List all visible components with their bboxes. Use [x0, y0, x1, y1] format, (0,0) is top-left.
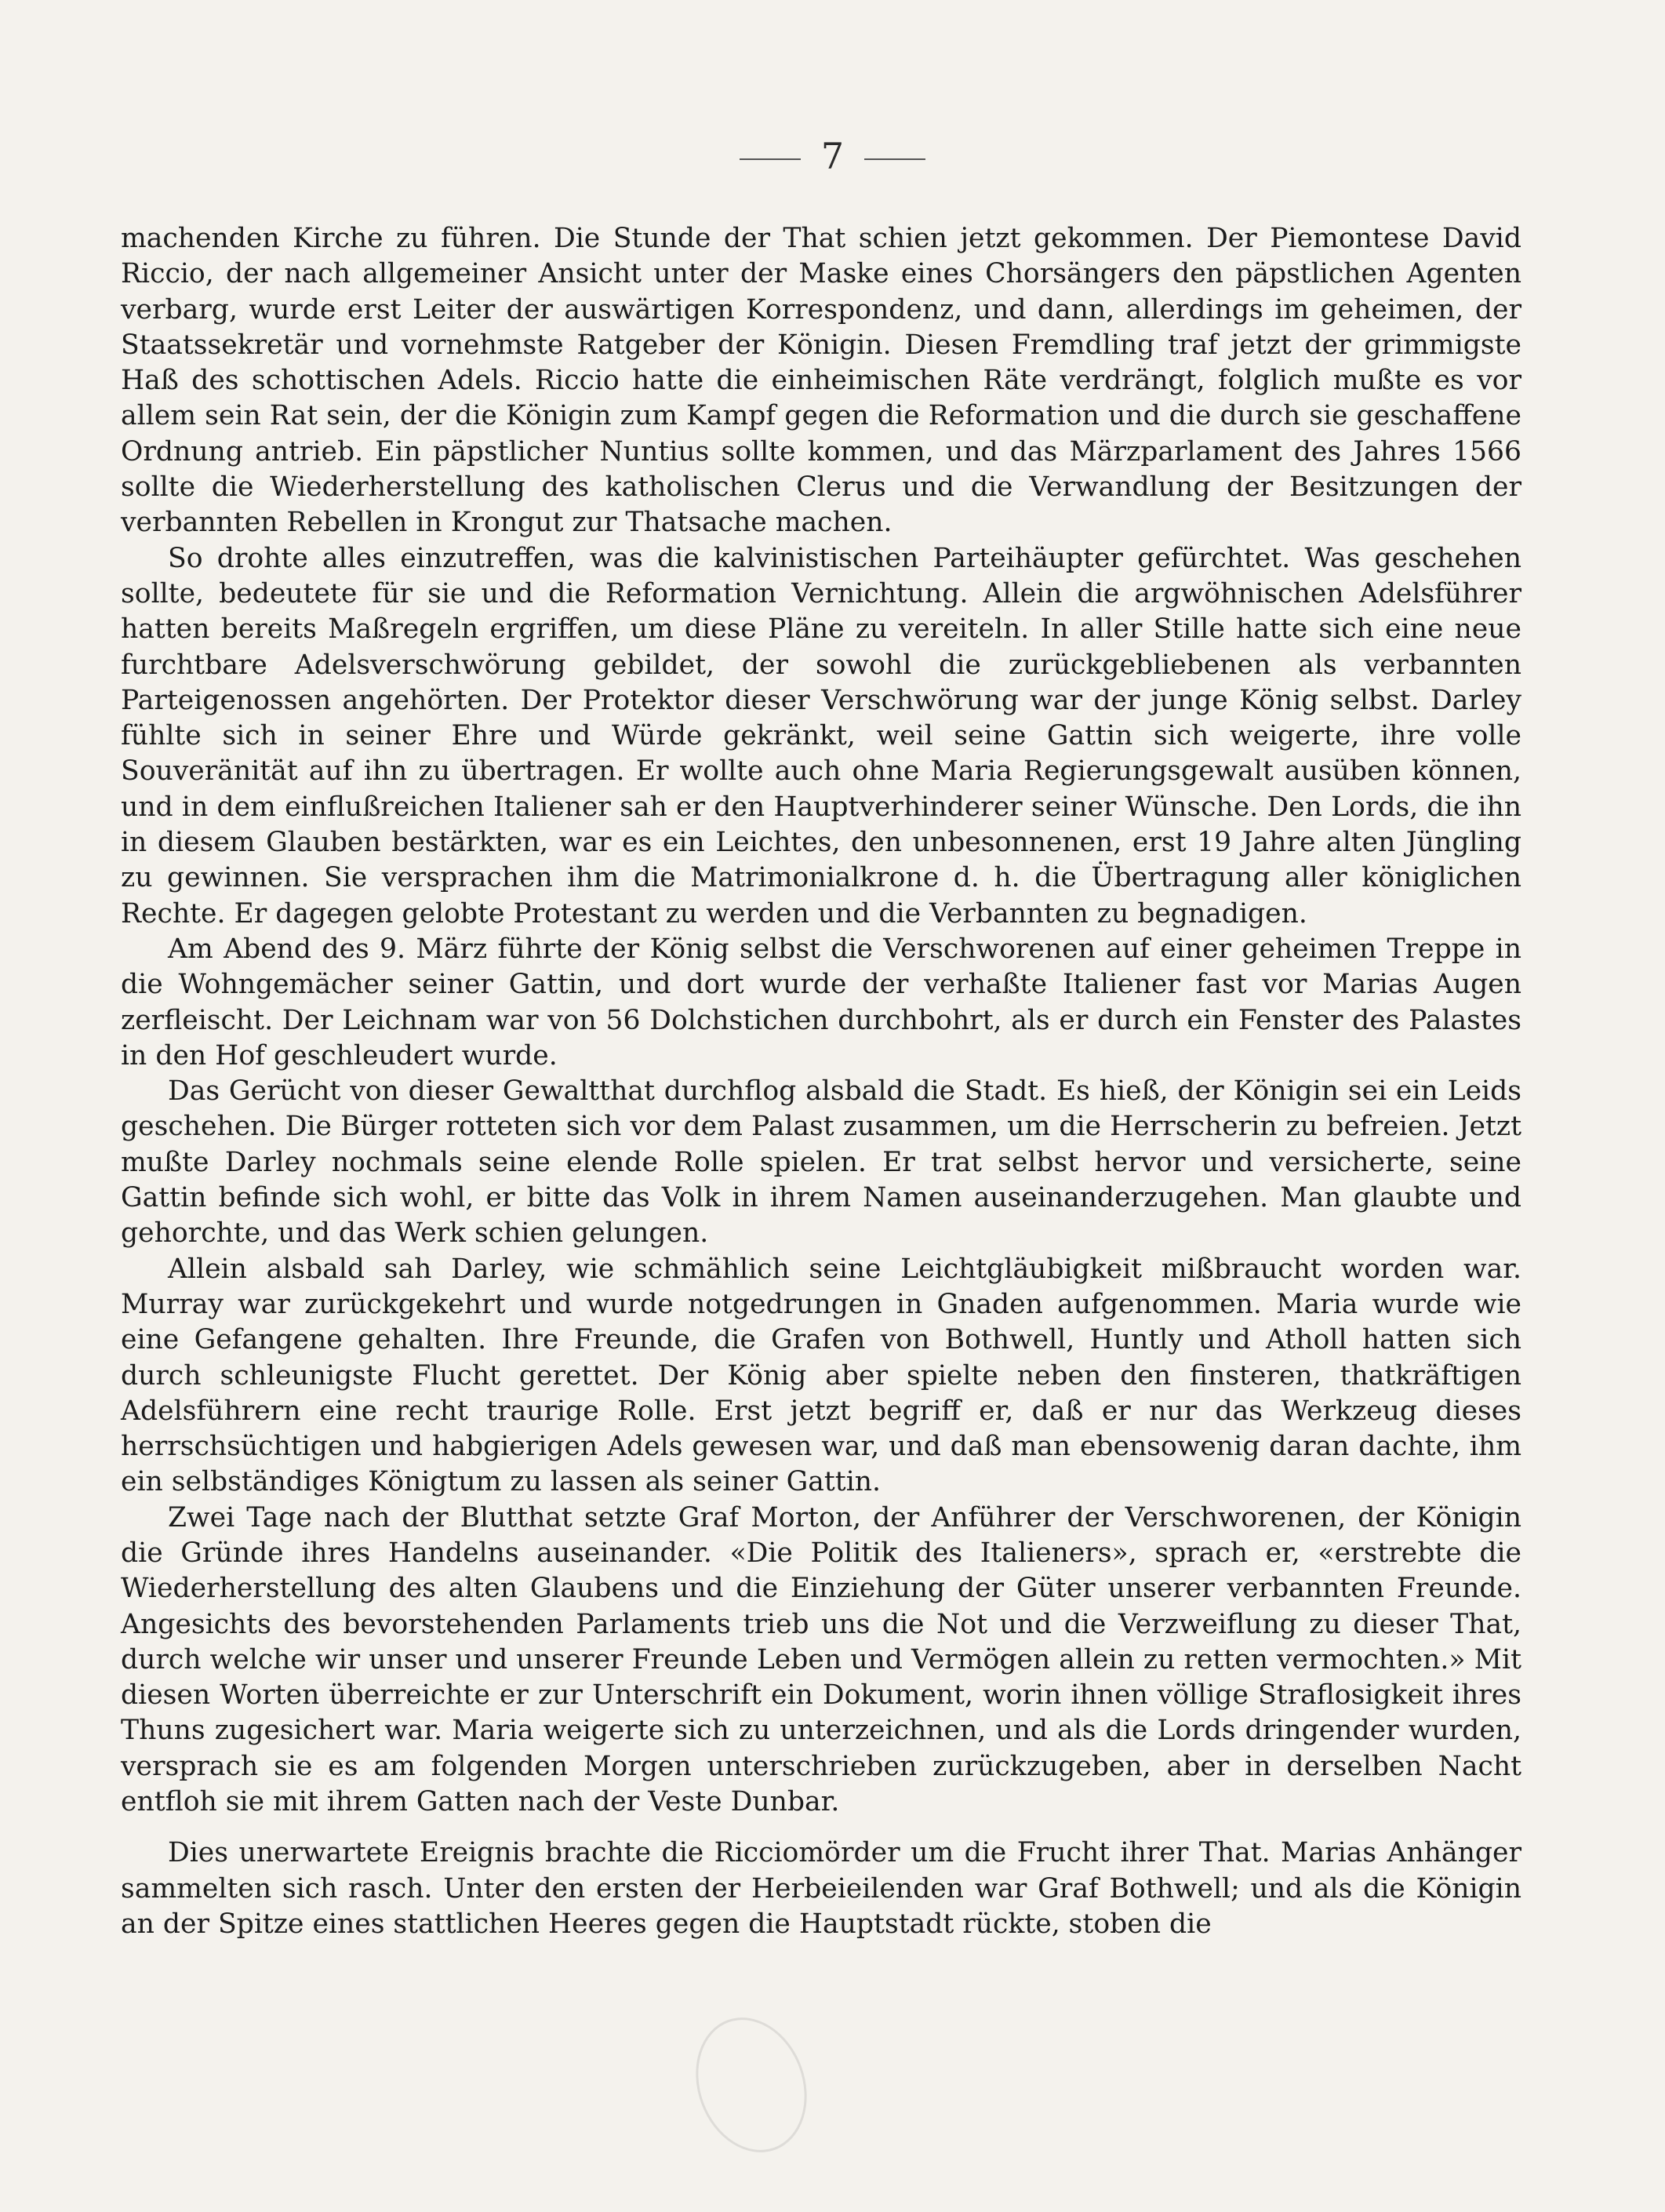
- header-dash-right: [864, 158, 925, 160]
- paragraph-5: Allein alsbald sah Darley, wie schmählich seine Leichtgläubigkeit mißbraucht worden war. Murray war zurückgekehrt und wurde notgedrungen in Gnaden aufgenommen. Maria wurde wie eine Gefangene gehalten. Ihre Freunde, die Grafen von Bothwell, Huntly und Atholl hatten sich durch schleunigste Flucht gerettet. Der König aber spielte neben den finsteren, thatkräftigen Adelsführern eine recht traurige Rolle. Erst jetzt begriff er, daß er nur das Werkzeug dieses herrschsüchtigen und habgierigen Adels gewesen war, und daß man ebensowenig daran dachte, ihm ein selbständiges Königtum zu lassen als seiner Gattin.: [121, 1253, 1521, 1498]
- paragraph-6: Zwei Tage nach der Blutthat setzte Graf Morton, der Anführer der Verschworenen, der Königin die Gründe ihres Handelns auseinander. «Die Politik des Italieners», sprach er, «erstrebte die Wiederherstellung des alten Glaubens und die Einziehung der Güter unserer verbannten Freunde. Angesichts des bevorstehenden Parlaments trieb uns die Not und die Verzweiflung zu dieser That, durch welche wir unser und unserer Freunde Leben und Vermögen allein zu retten vermochten.» Mit diesen Worten überreichte er zur Unterschrift ein Dokument, worin ihnen völlige Straflosigkeit ihres Thuns zugesichert war. Maria weigerte sich zu unterzeichnen, und als die Lords dringender wurden, versprach sie es am folgenden Morgen unterschrieben zurückzugeben, aber in derselben Nacht entfloh sie mit ihrem Gatten nach der Veste Dunbar.: [121, 1501, 1521, 1818]
- paragraph-3: Am Abend des 9. März führte der König selbst die Verschworenen auf einer geheimen Treppe in die Wohngemächer seiner Gattin, und dort wurde der verhaßte Italiener fast vor Marias Augen zerfleischt. Der Leichnam war von 56 Dolchstichen durchbohrt, als er durch ein Fenster des Palastes in den Hof geschleudert wurde.: [121, 933, 1521, 1071]
- page-header: [0, 135, 1665, 177]
- page-number: 7: [820, 135, 845, 177]
- header-dash-left: [740, 158, 801, 160]
- paragraph-1: machenden Kirche zu führen. Die Stunde der That schien jetzt gekommen. Der Piemontese David Riccio, der nach allgemeiner Ansicht unter der Maske eines Chorsängers den päpstlichen Agenten verbarg, wurde erst Leiter der auswärtigen Korrespondenz, und dann, allerdings im geheimen, der Staatssekretär und vornehmste Ratgeber der Königin. Diesen Fremdling traf jetzt der grimmigste Haß des schottischen Adels. Riccio hatte die einheimischen Räte verdrängt, folglich mußte es vor allem sein Rat sein, der die Königin zum Kampf gegen die Reformation und die durch sie geschaffene Ordnung antrieb. Ein päpstlicher Nuntius sollte kommen, und das Märzparlament des Jahres 1566 sollte die Wiederherstellung des katholischen Clerus und die Verwandlung der Besitzungen der verbannten Rebellen in Krongut zur Thatsache machen.: [121, 223, 1521, 539]
- paragraph-7: Dies unerwartete Ereignis brachte die Ricciomörder um die Frucht ihrer That. Marias Anhänger sammelten sich rasch. Unter den ersten der Herbeieilenden war Graf Bothwell; und als die Königin an der Spitze eines stattlichen Heeres gegen die Hauptstadt rückte, stoben die: [121, 1837, 1521, 1940]
- library-stamp-mark: [678, 2002, 825, 2168]
- paragraph-2: So drohte alles einzutreffen, was die kalvinistischen Parteihäupter gefürchtet. Was geschehen sollte, bedeutete für sie und die Reformation Vernichtung. Allein die argwöhnischen Adelsführer hatten bereits Maßregeln ergriffen, um diese Pläne zu vereiteln. In aller Stille hatte sich eine neue furchtbare Adelsverschwörung gebildet, der sowohl die zurückgebliebenen als verbannten Parteigenossen angehörten. Der Protektor dieser Verschwörung war der junge König selbst. Darley fühlte sich in seiner Ehre und Würde gekränkt, weil seine Gattin sich weigerte, ihre volle Souveränität auf ihn zu übertragen. Er wollte auch ohne Maria Regierungsgewalt ausüben können, und in dem einflußreichen Italiener sah er den Hauptverhinderer seiner Wünsche. Den Lords, die ihn in diesem Glauben bestärkten, war es ein Leichtes, den unbesonnenen, erst 19 Jahre alten Jüngling zu gewinnen. Sie versprachen ihm die Matrimonialkrone d. h. die Übertragung aller königlichen Rechte. Er dagegen gelobte Protestant zu werden und die Verbannten zu begnadigen.: [121, 542, 1521, 930]
- paragraph-4: Das Gerücht von dieser Gewaltthat durchflog alsbald die Stadt. Es hieß, der Königin sei ein Leids geschehen. Die Bürger rotteten sich vor dem Palast zusammen, um die Herrscherin zu befreien. Jetzt mußte Darley nochmals seine elende Rolle spielen. Er trat selbst hervor und versicherte, seine Gattin befinde sich wohl, er bitte das Volk in ihrem Namen auseinanderzugehen. Man glaubte und gehorchte, und das Werk schien gelungen.: [121, 1075, 1521, 1250]
- body-text: [121, 221, 1521, 1942]
